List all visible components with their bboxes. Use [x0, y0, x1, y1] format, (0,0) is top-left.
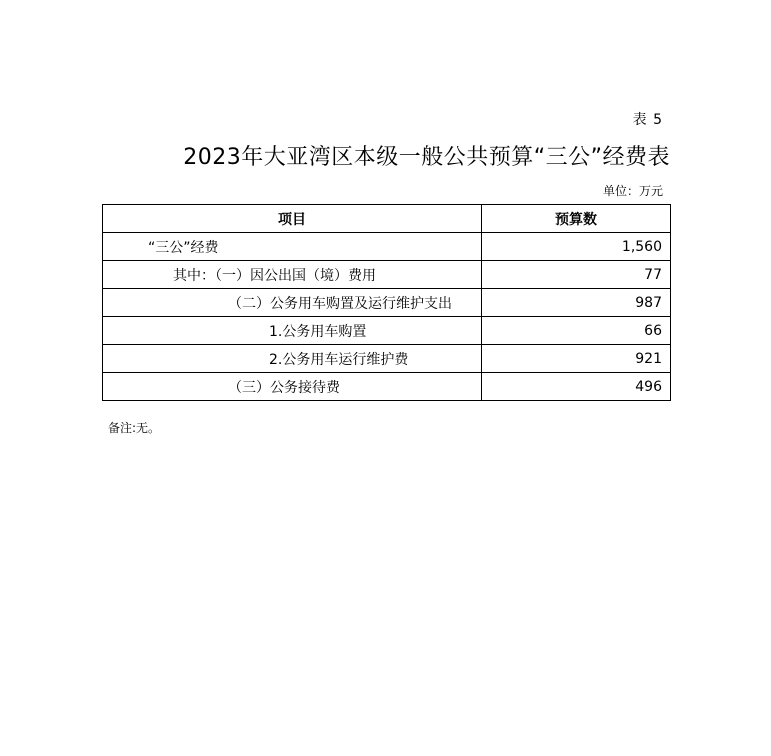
- row-amount: 987: [482, 289, 671, 317]
- row-item: （二）公务用车购置及运行维护支出: [103, 289, 482, 317]
- row-amount: 77: [482, 261, 671, 289]
- document-title: 2023年大亚湾区本级一般公共预算“三公”经费表: [183, 145, 670, 170]
- note: 备注:无。: [108, 421, 161, 435]
- row-item: 2.公务用车运行维护费: [103, 345, 482, 373]
- row-amount: 1,560: [482, 233, 671, 261]
- row-item: 1.公务用车购置: [103, 317, 482, 345]
- table-row: [103, 289, 671, 317]
- row-amount: 921: [482, 345, 671, 373]
- table-number: 表 5: [632, 112, 663, 128]
- row-amount: 496: [482, 373, 671, 401]
- table-row: [103, 373, 671, 401]
- table-row: [103, 317, 671, 345]
- table-row: [103, 233, 671, 261]
- unit-label: 单位：万元: [602, 184, 663, 198]
- row-amount: 66: [482, 317, 671, 345]
- row-item: 其中：（一）因公出国（境）费用: [103, 261, 482, 289]
- header-amount: 预算数: [482, 205, 671, 233]
- table-row: [103, 261, 671, 289]
- row-item: （三）公务接待费: [103, 373, 482, 401]
- budget-table: [102, 204, 671, 401]
- row-item: “三公”经费: [103, 233, 482, 261]
- header-item: 项目: [103, 205, 482, 233]
- table-row: [103, 345, 671, 373]
- table-header-row: [103, 205, 671, 233]
